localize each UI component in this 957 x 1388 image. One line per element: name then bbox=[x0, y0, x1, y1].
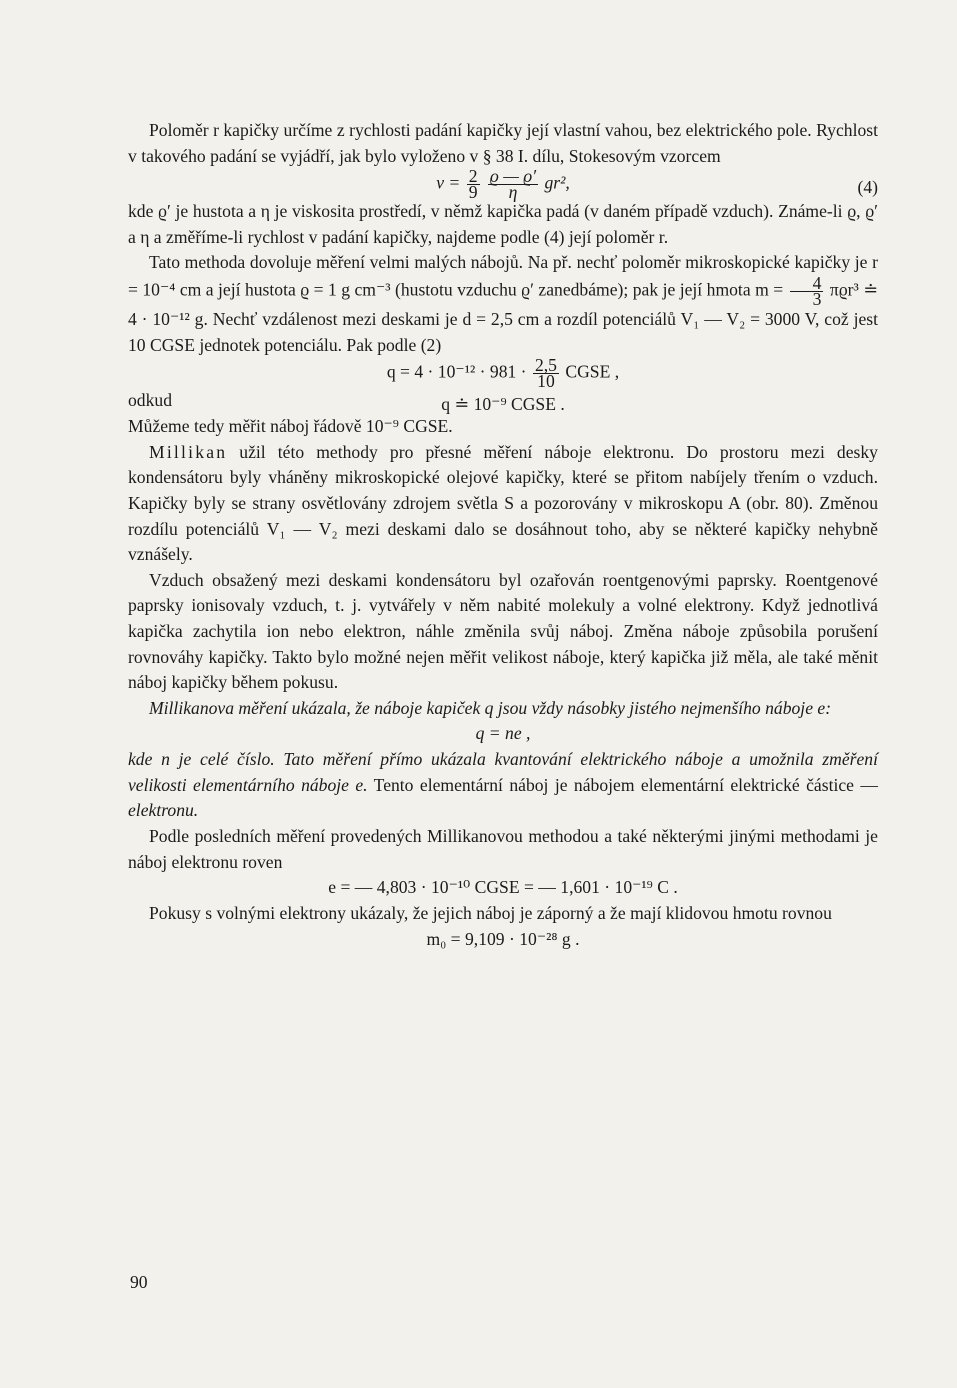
paragraph-result: Millikanova měření ukázala, že náboje kapiček q jsou vždy násobky jistého nejmenšího náboje e: bbox=[149, 697, 832, 718]
equation-electron-charge: e = — 4,803 · 10⁻¹⁰ CGSE = — 1,601 · 10⁻¹⁹ C . bbox=[328, 877, 678, 898]
fraction-4-3: $\frac{4}{3}$ bbox=[790, 276, 824, 307]
paragraph-xray: Vzduch obsažený mezi deskami kondensátoru byl ozařován roentgenovými paprsky. Roentgenové paprsky ionisovaly vzduch, t. j. vytvářely v něm nabité molekuly a volné elektrony. Když jednotlivá kapička zachytila ion nebo elektron, náhle změnila svůj náboj. Změna náboje způsobila porušení rovnováhy kapičky. Takto bylo možné nejen měřit velikost náboje, který kapička již měla, ale také měnit náboj kapičky během pokusu. bbox=[128, 569, 878, 693]
eq1-left: v = bbox=[436, 172, 461, 193]
page-number: 90 bbox=[130, 1272, 148, 1292]
eq2-fraction: $\frac{2,5}{10}$ bbox=[534, 355, 557, 392]
odkud-label: odkud bbox=[128, 390, 172, 411]
equation-rest-mass: m₀ = 9,109 · 10⁻²⁸ g . bbox=[426, 928, 580, 949]
page-text bbox=[128, 118, 878, 953]
paragraph-method: Tato methoda dovoluje měření velmi malých nábojů. Na př. nechť poloměr mikroskopické kapičky je r = 10⁻⁴ cm a její hustota ϱ = 1 g cm⁻³ (hustotu vzduchu ϱ′ zanedbáme); pak je její hmota m = $\frac{4}{3}$ πϱr³ ≐ 4 · 10⁻¹² g. Nechť vzdálenost mezi deskami je d = 2,5 cm a rozdíl potenciálů V₁ — V₂ = 3000 V, což jest 10 CGSE jednotek potenciálu. Pak podle (2) bbox=[128, 252, 879, 355]
paragraph-stokes-intro: Poloměr r kapičky určíme z rychlosti padání kapičky její vlastní vahou, bez elektrického pole. Rychlost v takového padání se vyjádří, jak bylo vyloženo v § 38 I. dílu, Stokesovým vzorcem bbox=[128, 120, 878, 166]
paragraph-millikan: Millikan užil této methody pro přesné měření náboje elektronu. Do prostoru mezi desky kondensátoru byly vháněny mikroskopické olejové kapičky, které se přitom nabíjely třením o vzduch. Kapičky byly se strany osvětlovány zdrojem světla S a pozorovány v mikroskopu A (obr. 80). Změnou rozdílu potenciálů V₁ — V₂ mezi deskami dalo se dosáhnout toho, aby se některé kapičky nehybně vznášely. bbox=[128, 441, 878, 565]
equation-stokes bbox=[128, 166, 878, 203]
equation-charge-estimate: odkud q ≐ 10⁻⁹ CGSE . bbox=[128, 390, 565, 415]
millikan-name: Millikan bbox=[149, 441, 228, 462]
paragraph-viscosity: kde ϱ′ je hustota a η je viskosita prostředí, v němž kapička padá (v daném případě vzduch). Známe-li ϱ, ϱ′ a η a změříme-li rychlost v padání kapičky, najdeme podle (4) její poloměr r. bbox=[128, 201, 878, 247]
equation-number: (4) bbox=[857, 177, 878, 198]
eq1-fraction-density: $\frac{ϱ — ϱ'}{\eta}$ bbox=[489, 166, 537, 203]
paragraph-order: Můžeme tedy měřit náboj řádově 10⁻⁹ CGSE. bbox=[128, 416, 453, 437]
paragraph-rest-mass: Pokusy s volnými elektrony ukázaly, že jejich náboj je záporný a že mají klidovou hmotu rovnou bbox=[149, 903, 832, 924]
eq1-fraction-2-9: $\frac{2}{9}$ bbox=[468, 166, 478, 203]
equation-quantization: q = ne , bbox=[475, 723, 531, 744]
paragraph-latest: Podle posledních měření provedených Millikanovou methodou a také některými jinými methodami je náboj elektronu roven bbox=[128, 826, 878, 872]
paragraph-quantization: kde n je celé číslo. Tato měření přímo ukázala kvantování elektrického náboje a umožnila změření velikosti elementárního náboje e. Tento elementární náboj je nábojem elementární elektrické částice — elektronu. bbox=[128, 749, 878, 821]
eq1-right: gr², bbox=[544, 172, 570, 193]
equation-charge: q = 4 · 10⁻¹² · 981 · $\frac{2,5}{10}$ CGSE , bbox=[386, 355, 620, 392]
